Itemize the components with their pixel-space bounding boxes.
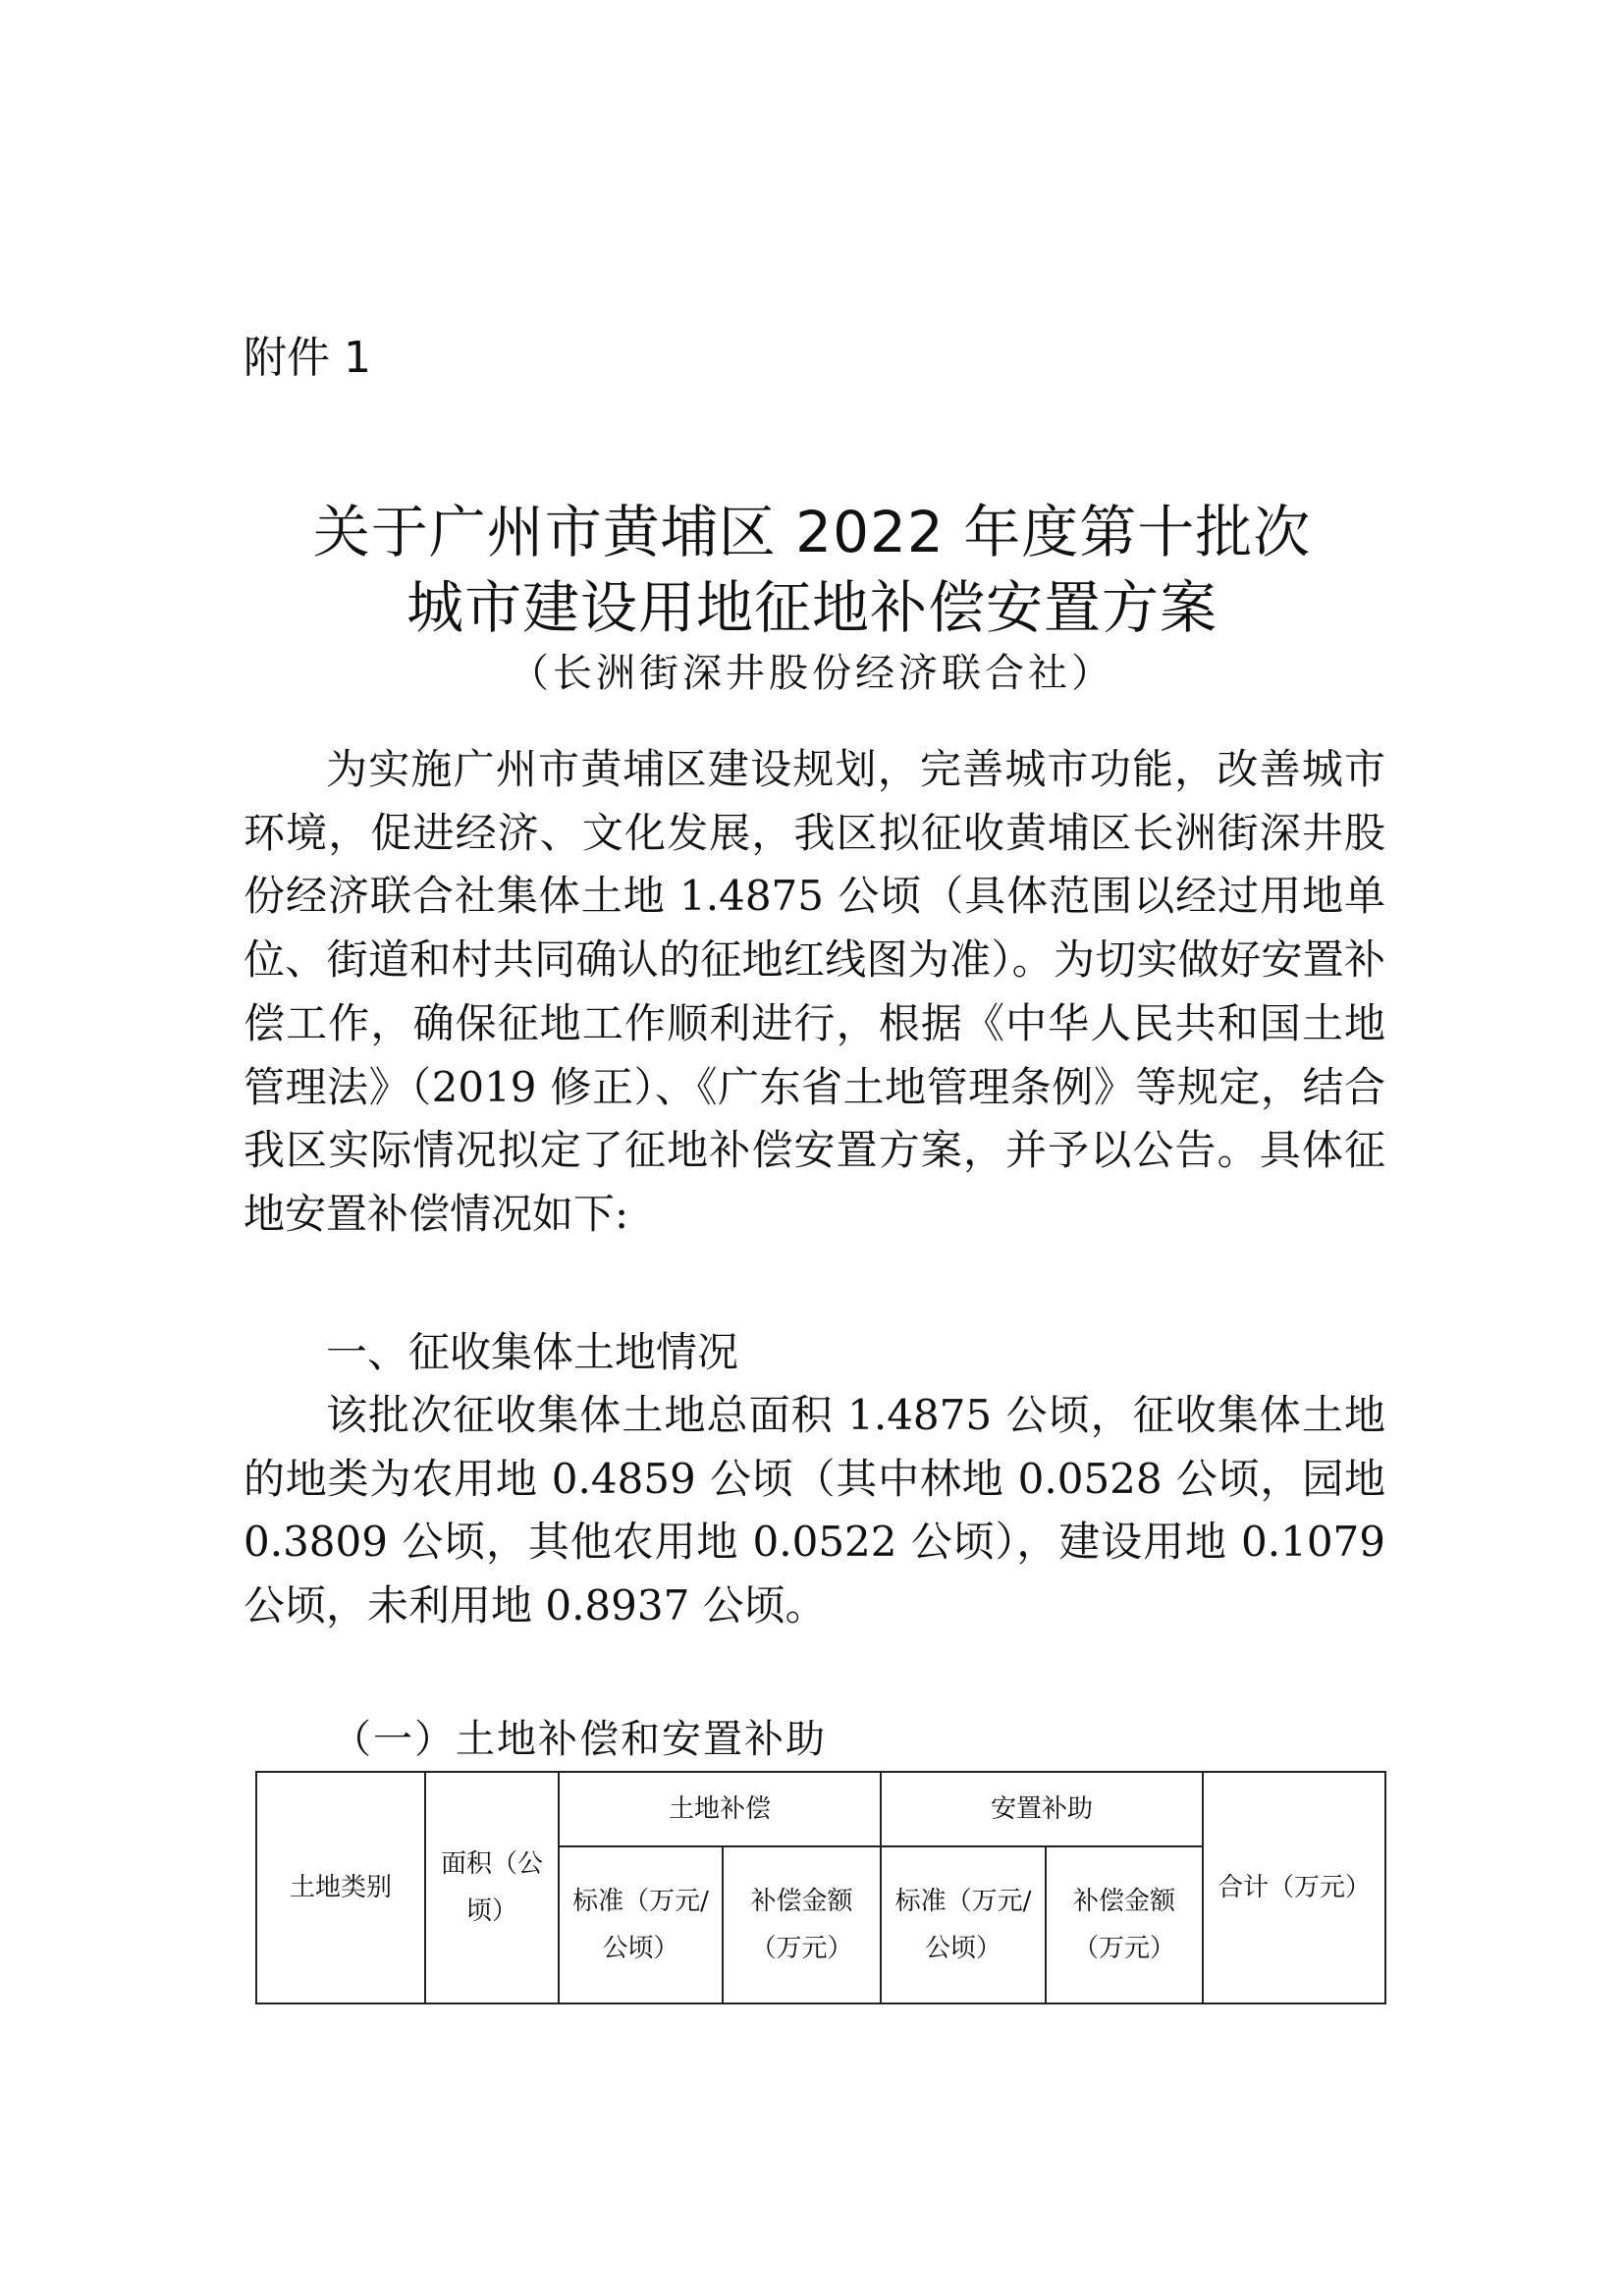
header-land-type: 土地类别 bbox=[256, 1772, 425, 2003]
header-resettle-standard: 标准（万元/公顷） bbox=[881, 1846, 1046, 2003]
attachment-label: 附件 1 bbox=[244, 333, 371, 383]
subsection-heading: （一）土地补偿和安置补助 bbox=[332, 1717, 827, 1762]
header-land-amount: 补偿金额（万元） bbox=[723, 1846, 881, 2003]
header-land-standard: 标准（万元/公顷） bbox=[559, 1846, 723, 2003]
header-resettlement-subsidy: 安置补助 bbox=[881, 1772, 1203, 1846]
header-land-compensation: 土地补偿 bbox=[559, 1772, 881, 1846]
document-subtitle: （长洲街深井股份经济联合社） bbox=[510, 651, 1114, 696]
header-area: 面积（公顷） bbox=[425, 1772, 559, 2003]
header-resettle-amount: 补偿金额（万元） bbox=[1046, 1846, 1203, 2003]
document-title-line-2: 城市建设用地征地补偿安置方案 bbox=[406, 574, 1218, 641]
compensation-table bbox=[255, 1771, 1386, 2004]
section-1-heading: 一、征收集体土地情况 bbox=[326, 1328, 739, 1376]
document-title-line-1: 关于广州市黄埔区 2022 年度第十批次 bbox=[312, 499, 1312, 565]
section-1-paragraph: 该批次征收集体土地总面积 1.4875 公顷，征收集体土地的地类为农用地 0.4859 公顷（其中林地 0.0528 公顷，园地 0.3809 公顷，其他农用地 0.0522 公顷），建设用地 0.1079 公顷，未利用地 0.8937 公顷。 bbox=[244, 1391, 1385, 1630]
intro-paragraph: 为实施广州市黄埔区建设规划，完善城市功能，改善城市环境，促进经济、文化发展，我区拟征收黄埔区长洲街深井股份经济联合社集体土地 1.4875 公顷（具体范围以经过用地单位、街道和村共同确认的征地红线图为准）。为切实做好安置补偿工作，确保征地工作顺利进行，根据《中华人民共和国土地管理法》（2019 修正）、《广东省土地管理条例》等规定，结合我区实际情况拟定了征地补偿安置方案，并予以公告。具体征地安置补偿情况如下: bbox=[244, 745, 1385, 1238]
header-total: 合计（万元） bbox=[1203, 1772, 1385, 2003]
